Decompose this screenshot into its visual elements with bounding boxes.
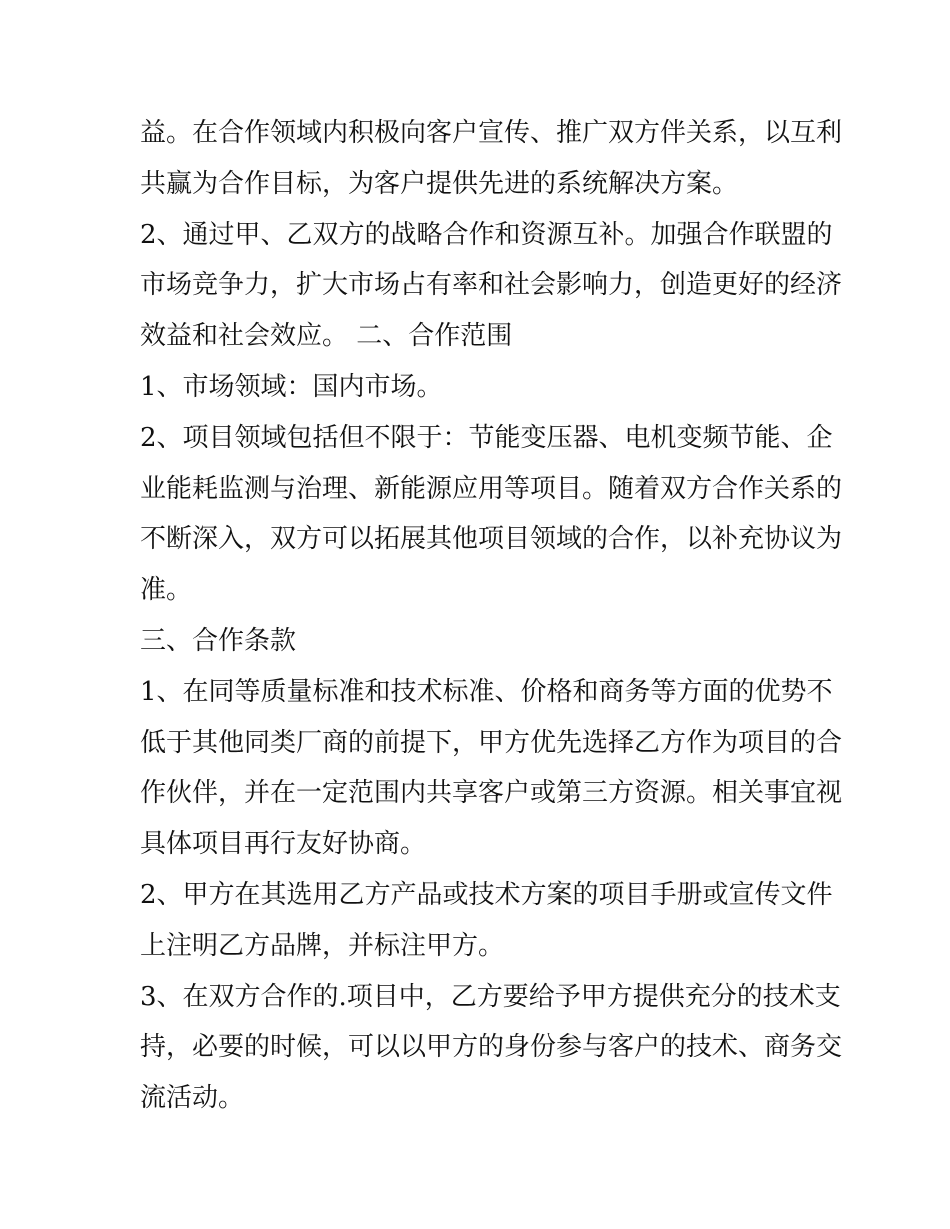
text-line: 2、甲方在其选用乙方产品或技术方案的项目手册或宣传文件 xyxy=(140,879,833,910)
text-line: 1、市场领域：国内市场。 xyxy=(140,371,443,402)
text-line: 共赢为合作目标，为客户提供先进的系统解决方案。 xyxy=(140,168,739,199)
text-line: 具体项目再行友好协商。 xyxy=(140,829,427,860)
text-line: 低于其他同类厂商的前提下，甲方优先选择乙方作为项目的合 xyxy=(140,727,843,758)
text-line: 准。 xyxy=(140,575,193,606)
text-line: 市场竞争力，扩大市场占有率和社会影响力，创造更好的经济 xyxy=(140,270,843,301)
text-line: 益。在合作领域内积极向客户宣传、推广双方伴关系，以互利 xyxy=(140,118,843,148)
text-line: 2、项目领域包括但不限于：节能变压器、电机变频节能、企 xyxy=(140,422,833,453)
text-line: 流活动。 xyxy=(140,1083,245,1114)
text-line: 业能耗监测与治理、新能源应用等项目。随着双方合作关系的 xyxy=(140,473,843,504)
text-line: 1、在同等质量标准和技术标准、价格和商务等方面的优势不 xyxy=(140,676,833,707)
text-line: 2、通过甲、乙双方的战略合作和资源互补。加强合作联盟的 xyxy=(140,219,833,250)
text-line: 3、在双方合作的.项目中，乙方要给予甲方提供充分的技术支 xyxy=(140,981,841,1012)
text-line: 持，必要的时候，可以以甲方的身份参与客户的技术、商务交 xyxy=(140,1032,843,1063)
section-heading: 三、合作条款 xyxy=(140,625,297,656)
text-line: 上注明乙方品牌，并标注甲方。 xyxy=(140,930,505,961)
text-line: 不断深入，双方可以拓展其他项目领域的合作，以补充协议为 xyxy=(140,524,843,555)
text-line: 效益和社会效应。 二、合作范围 xyxy=(140,321,513,352)
document-body xyxy=(140,108,843,1124)
text-line: 作伙伴，并在一定范围内共享客户或第三方资源。相关事宜视 xyxy=(140,778,843,809)
